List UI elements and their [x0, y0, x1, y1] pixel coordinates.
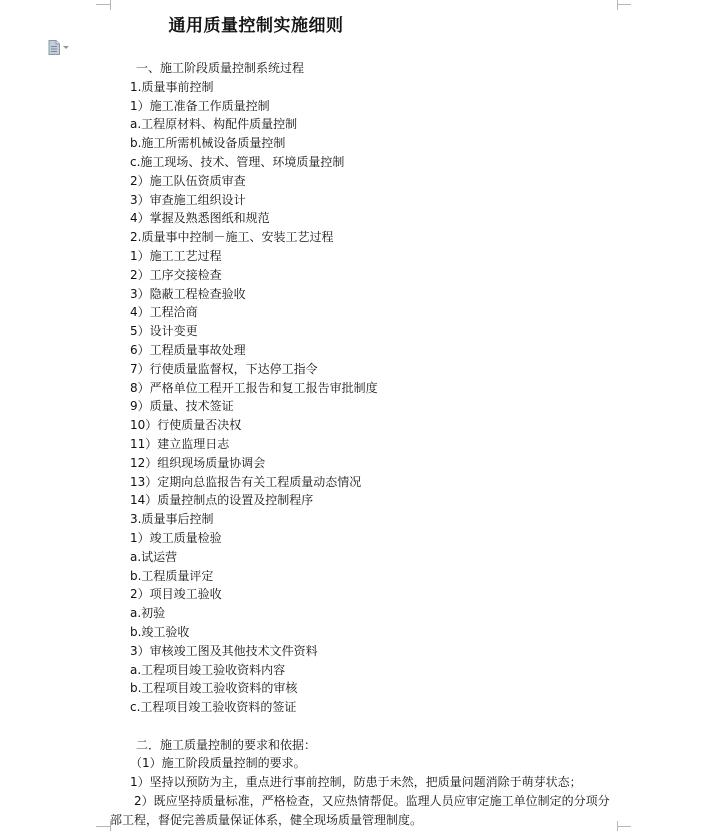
- paragraph: 2）既应坚持质量标准，严格检查，又应热情帮促。监理人员应审定施工单位制定的分项分部工程，督促完善质量保证体系，健全现场质量管理制度。: [110, 794, 610, 827]
- text-line: a.工程原材料、构配件质量控制: [130, 117, 298, 132]
- text-line: （1）施工阶段质量控制的要求。: [130, 756, 306, 771]
- crop-mark: [617, 821, 618, 831]
- text-line: 9）质量、技术签证: [130, 399, 234, 414]
- text-line: 1.质量事前控制: [130, 79, 214, 94]
- crop-mark: [96, 4, 110, 5]
- text-line: 3）审核竣工图及其他技术文件资料: [130, 643, 318, 658]
- text-line: b.竣工验收: [130, 624, 190, 639]
- text-line: 1）竣工质量检验: [130, 530, 222, 545]
- crop-mark: [617, 826, 631, 827]
- text-line: 1）坚持以预防为主，重点进行事前控制，防患于未然，把质量问题消除于萌芽状态；: [130, 775, 582, 790]
- text-line: a.试运营: [130, 549, 178, 564]
- blank-line: [110, 717, 615, 736]
- text-line: 2）工序交接检查: [130, 267, 222, 282]
- text-line: 11）建立监理日志: [130, 436, 230, 451]
- text-line: c.工程项目竣工验收资料的签证: [130, 700, 297, 715]
- document-body: [110, 59, 615, 830]
- section-heading: 二．施工质量控制的要求和依据：: [136, 737, 317, 752]
- text-line: 7）行使质量监督权，下达停工指令: [130, 361, 318, 376]
- text-line: 3）审查施工组织设计: [130, 192, 246, 207]
- text-line: 14）质量控制点的设置及控制程序: [130, 493, 314, 508]
- crop-mark: [617, 4, 631, 5]
- text-line: 12）组织现场质量协调会: [130, 455, 266, 470]
- crop-mark: [96, 826, 110, 827]
- text-line: 5）设计变更: [130, 324, 198, 339]
- text-line: c.施工现场、技术、管理、环境质量控制: [130, 154, 345, 169]
- crop-mark: [617, 0, 618, 10]
- document-menu-button[interactable]: [48, 40, 69, 55]
- text-line: 8）严格单位工程开工报告和复工报告审批制度: [130, 380, 378, 395]
- crop-mark: [110, 0, 111, 10]
- text-line: 4）工程洽商: [130, 305, 198, 320]
- text-line: 10）行使质量否决权: [130, 418, 242, 433]
- text-line: 2.质量事中控制－施工、安装工艺过程: [130, 230, 334, 245]
- chevron-down-icon: [63, 46, 69, 49]
- text-line: 6）工程质量事故处理: [130, 342, 246, 357]
- text-line: 2）施工队伍资质审查: [130, 173, 246, 188]
- section-heading: 一、施工阶段质量控制系统过程: [136, 61, 305, 75]
- document-icon: [48, 40, 60, 55]
- text-line: a.工程项目竣工验收资料内容: [130, 662, 286, 677]
- text-line: a.初验: [130, 606, 166, 621]
- text-line: b.工程质量评定: [130, 568, 214, 583]
- text-line: b.工程项目竣工验收资料的审核: [130, 681, 298, 696]
- text-line: 2）项目竣工验收: [130, 587, 222, 602]
- text-line: 4）掌握及熟悉图纸和规范: [130, 211, 270, 226]
- text-line: 1）施工准备工作质量控制: [130, 98, 270, 113]
- text-line: 3）隐蔽工程检查验收: [130, 286, 246, 301]
- text-line: b.施工所需机械设备质量控制: [130, 136, 286, 151]
- text-line: 1）施工工艺过程: [130, 248, 222, 263]
- text-line: 3.质量事后控制: [130, 512, 214, 527]
- text-line: 13）定期向总监报告有关工程质量动态情况: [130, 474, 362, 489]
- document-title: 通用质量控制实施细则: [168, 16, 344, 36]
